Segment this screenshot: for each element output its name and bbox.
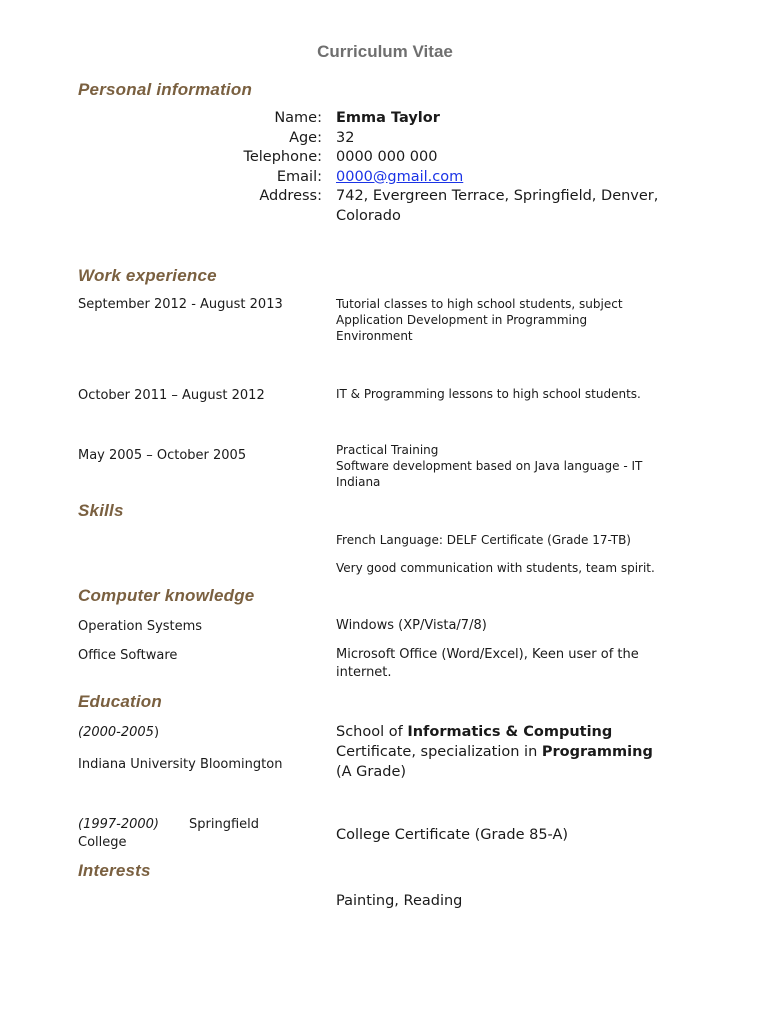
work-desc-1 (336, 296, 726, 345)
work-desc-2-line-1: IT & Programming lessons to high school students. (336, 387, 641, 401)
work-desc-1-line-2: Application Development in Programming (336, 313, 588, 328)
section-heading-computer: Computer knowledge (78, 586, 255, 605)
computer-value-1: Windows (XP/Vista/7/8) (336, 618, 487, 633)
work-desc-3-line-1: Practical Training (336, 443, 439, 457)
section-heading-work: Work experience (78, 266, 217, 285)
address-label: Address: (259, 188, 322, 204)
education-years-1-text: (2000-2005 (78, 725, 154, 740)
education-desc-1-line-2 (336, 742, 726, 762)
address-value: 742, Evergreen Terrace, Springfield, Denver, Colorado (336, 188, 659, 224)
section-heading-skills: Skills (78, 501, 124, 520)
email-link[interactable]: 0000@gmail.com (336, 168, 464, 185)
education-desc-1 (336, 722, 726, 782)
education-desc-1-bold-2: Programming (541, 744, 653, 760)
education-desc-1-text-2: Certificate, specialization in (336, 744, 542, 760)
interests-value: Painting, Reading (336, 893, 463, 909)
page-title: Curriculum Vitae (317, 42, 453, 61)
education-institution-2-part-2: College (78, 835, 127, 850)
section-heading-interests: Interests (78, 861, 151, 880)
education-desc-1-text-1: School of (336, 724, 408, 740)
telephone-value: 0000 000 000 (336, 149, 438, 165)
computer-label-1: Operation Systems (78, 619, 203, 634)
education-years-2 (78, 816, 159, 833)
education-years-1-close: ) (153, 725, 160, 740)
work-desc-2 (336, 386, 726, 402)
work-desc-3-line-2: Software development based on Java language - IT (336, 459, 643, 474)
name-value: Emma Taylor (336, 110, 440, 126)
work-desc-3 (336, 442, 726, 491)
age-label: Age: (289, 129, 322, 146)
education-institution-1: Indiana University Bloomington (78, 757, 283, 772)
section-heading-education: Education (78, 692, 162, 711)
email-value (336, 168, 716, 188)
education-years-1 (78, 724, 159, 741)
work-date-2: October 2011 – August 2012 (78, 388, 265, 403)
education-years-2-text: (1997-2000) (78, 817, 160, 832)
computer-value-2: Microsoft Office (Word/Excel), Keen user of the internet. (336, 647, 639, 680)
telephone-label: Telephone: (243, 149, 322, 165)
computer-label-2: Office Software (78, 648, 178, 663)
work-desc-3-line-3: Indiana (336, 475, 381, 490)
education-desc-1-bold-1: Informatics & Computing (407, 724, 613, 740)
work-desc-1-line-1: Tutorial classes to high school students, subject (336, 297, 623, 311)
section-heading-personal: Personal information (78, 80, 253, 99)
education-institution-2-part-1: Springfield (189, 817, 260, 832)
work-date-1: September 2012 - August 2013 (78, 297, 283, 312)
education-desc-1-line-1 (336, 722, 726, 742)
education-desc-2: College Certificate (Grade 85-A) (336, 827, 569, 843)
skill-item-1: French Language: DELF Certificate (Grade 17-TB) (336, 533, 631, 547)
age-value: 32 (336, 129, 355, 146)
work-date-3: May 2005 – October 2005 (78, 448, 247, 463)
education-desc-1-line-3: (A Grade) (336, 764, 407, 780)
skill-item-2: Very good communication with students, team spirit. (336, 561, 655, 575)
work-desc-1-line-3: Environment (336, 329, 413, 344)
name-label: Name: (274, 110, 322, 126)
email-label: Email: (276, 168, 322, 185)
